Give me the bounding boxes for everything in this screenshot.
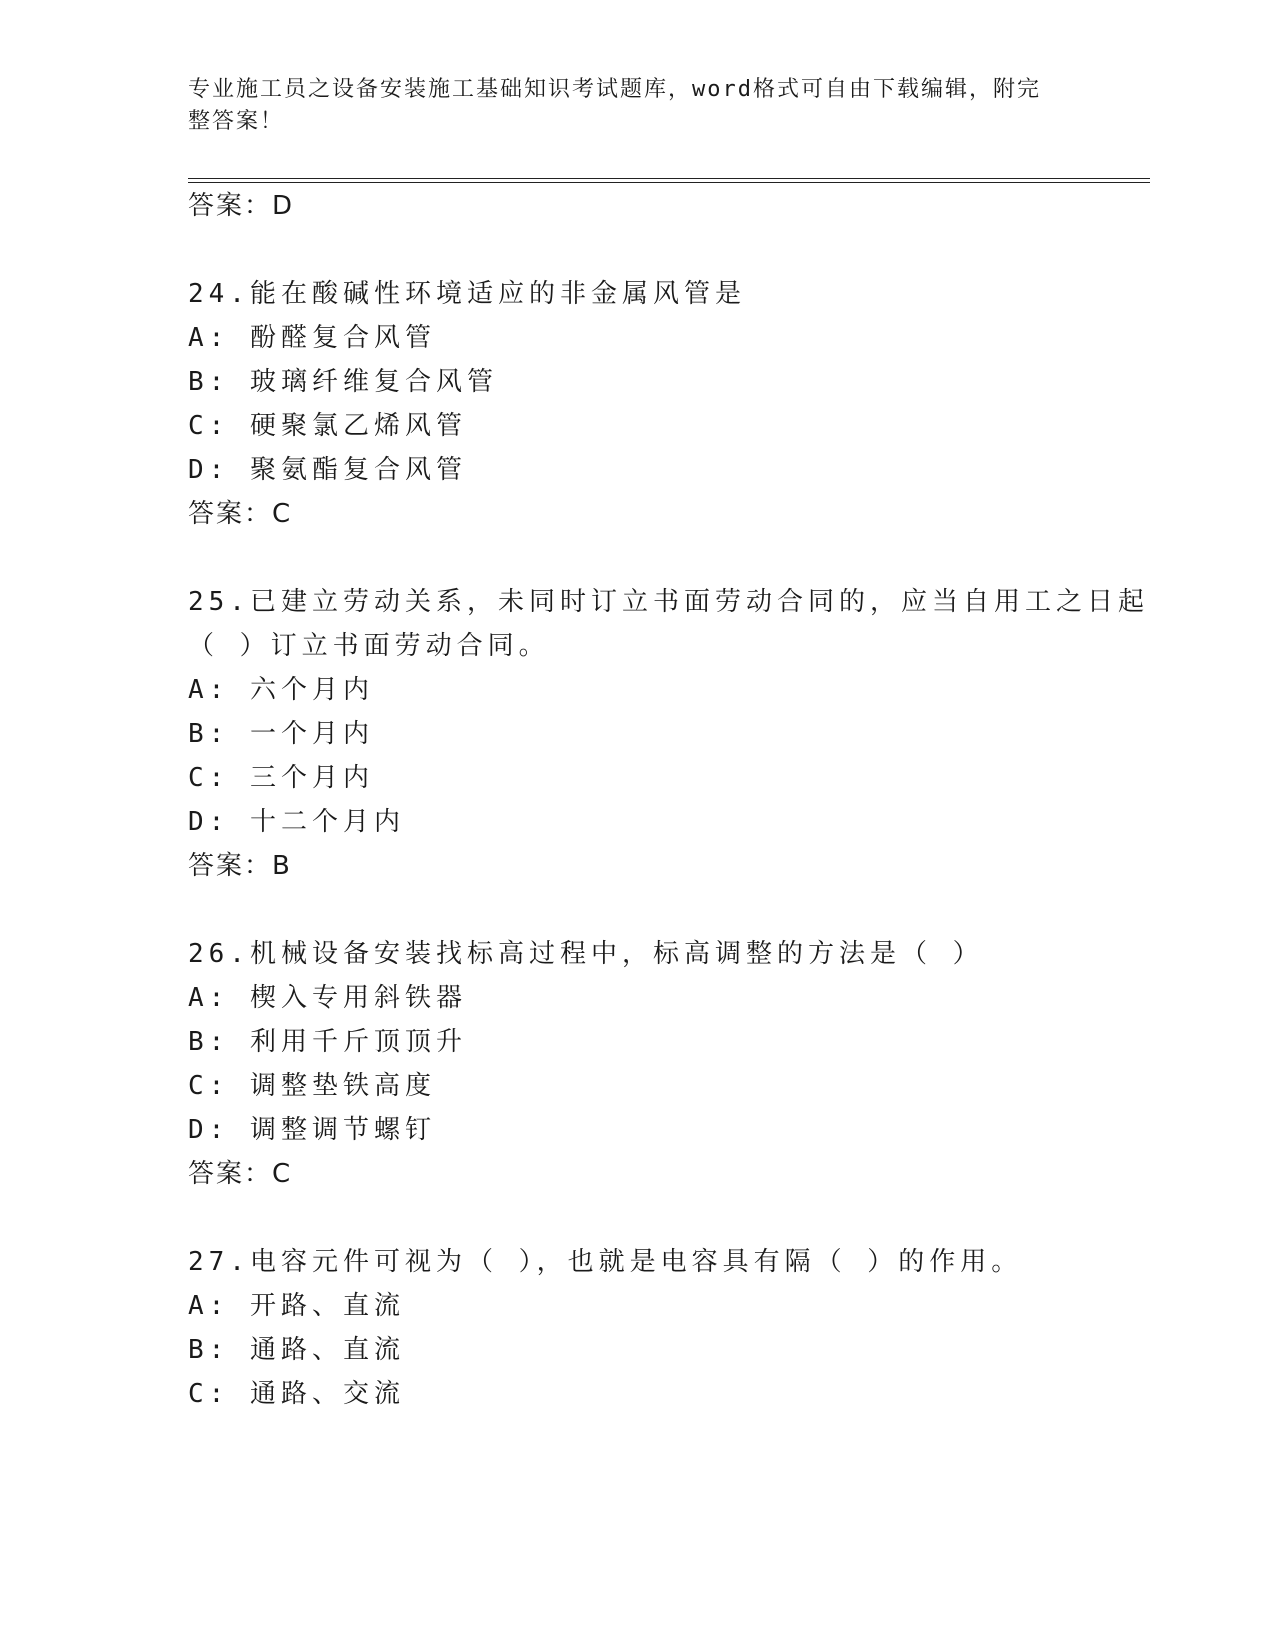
question-24-option-b: B: 玻璃纤维复合风管 <box>188 367 498 397</box>
document-header <box>188 74 1068 138</box>
question-26-option-b: B: 利用千斤顶顶升 <box>188 1027 467 1057</box>
question-26-option-d: D: 调整调节螺钉 <box>188 1115 436 1145</box>
question-25-option-d: D: 十二个月内 <box>188 807 405 837</box>
question-25-stem-line-1: 25.已建立劳动关系，未同时订立书面劳动合同的，应当自用工之日起 <box>188 587 1149 617</box>
question-25-answer: 答案：B <box>188 851 292 881</box>
question-24-option-d: D: 聚氨酯复合风管 <box>188 455 467 485</box>
answer-previous: 答案：D <box>188 191 295 221</box>
header-divider-top <box>188 178 1150 179</box>
question-26-option-c: C: 调整垫铁高度 <box>188 1071 436 1101</box>
header-line-2: 整答案！ <box>188 109 285 134</box>
header-divider-bottom <box>188 182 1150 183</box>
question-27-option-a: A: 开路、直流 <box>188 1291 405 1321</box>
question-26-option-a: A: 楔入专用斜铁器 <box>188 983 467 1013</box>
question-25-option-b: B: 一个月内 <box>188 719 374 749</box>
question-24-stem: 24.能在酸碱性环境适应的非金属风管是 <box>188 279 746 309</box>
question-24-option-a: A: 酚醛复合风管 <box>188 323 436 353</box>
question-27-option-b: B: 通路、直流 <box>188 1335 405 1365</box>
question-25-option-c: C: 三个月内 <box>188 763 374 793</box>
question-25-option-a: A: 六个月内 <box>188 675 374 705</box>
question-26-stem: 26.机械设备安装找标高过程中，标高调整的方法是（ ） <box>188 939 984 969</box>
question-25-stem-line-2: （ ）订立书面劳动合同。 <box>188 631 550 661</box>
question-27-option-c: C: 通路、交流 <box>188 1379 405 1409</box>
question-26-answer: 答案：C <box>188 1159 293 1189</box>
header-line-1: 专业施工员之设备安装施工基础知识考试题库，word格式可自由下载编辑，附完 <box>188 77 1041 102</box>
question-24-option-c: C: 硬聚氯乙烯风管 <box>188 411 467 441</box>
question-24-answer: 答案：C <box>188 499 293 529</box>
question-27-stem: 27.电容元件可视为（ ），也就是电容具有隔（ ）的作用。 <box>188 1247 1023 1277</box>
